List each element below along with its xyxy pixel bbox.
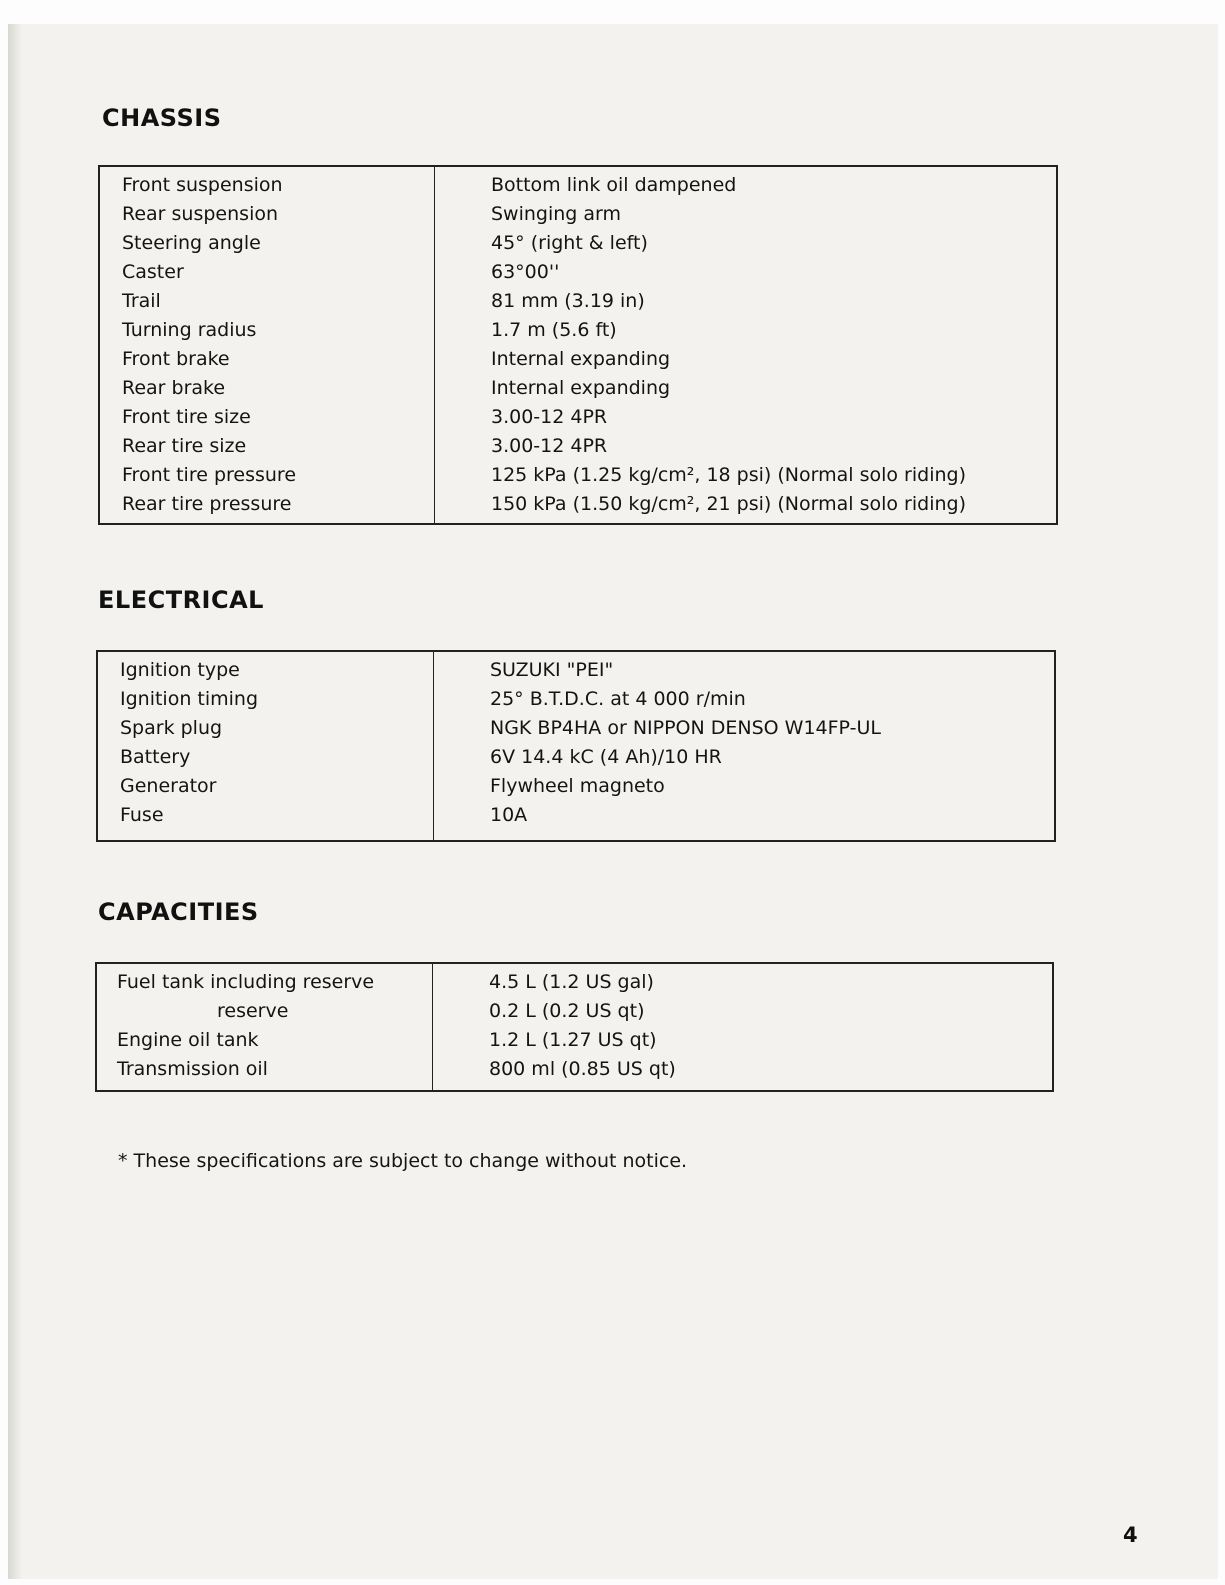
electrical-label: Generator [120,775,217,797]
chassis-heading: CHASSIS [102,104,222,132]
capacities-value-column [433,964,676,1090]
chassis-value-column [435,167,966,523]
chassis-label: Trail [122,290,161,312]
chassis-value: Internal expanding [491,377,671,399]
capacities-value: 1.2 L (1.27 US qt) [489,1029,657,1051]
electrical-label: Ignition timing [120,688,259,710]
electrical-label: Ignition type [120,659,240,681]
chassis-value: Swinging arm [491,203,622,225]
chassis-value: 3.00-12 4PR [491,406,608,428]
chassis-label: Turning radius [122,319,257,341]
capacities-label-column [97,964,433,1090]
chassis-value: 150 kPa (1.50 kg/cm², 21 psi) (Normal solo riding) [491,493,966,515]
binding-shadow [8,24,22,1579]
electrical-value: 25° B.T.D.C. at 4 000 r/min [490,688,746,710]
capacities-label: Fuel tank including reserve [117,971,375,993]
electrical-heading: ELECTRICAL [98,586,264,614]
chassis-value: 3.00-12 4PR [491,435,608,457]
chassis-label: Front tire size [122,406,251,428]
electrical-value: NGK BP4HA or NIPPON DENSO W14FP-UL [490,717,881,739]
chassis-value: Bottom link oil dampened [491,174,737,196]
electrical-value: SUZUKI "PEI" [490,659,614,681]
capacities-value: 4.5 L (1.2 US gal) [489,971,654,993]
chassis-value: 45° (right & left) [491,232,648,254]
specifications-footnote: * These specifications are subject to change without notice. [118,1150,688,1172]
electrical-value-column [434,652,881,840]
capacities-heading: CAPACITIES [98,898,259,926]
electrical-label: Fuse [120,804,164,826]
chassis-label: Rear suspension [122,203,279,225]
capacities-value: 0.2 L (0.2 US qt) [489,1000,645,1022]
electrical-value: 6V 14.4 kC (4 Ah)/10 HR [490,746,722,768]
chassis-label: Rear tire size [122,435,247,457]
chassis-label: Front brake [122,348,230,370]
chassis-label: Steering angle [122,232,261,254]
capacities-label: Transmission oil [117,1058,268,1080]
chassis-value: 1.7 m (5.6 ft) [491,319,617,341]
capacities-spec-table [95,962,1054,1092]
chassis-value: 81 mm (3.19 in) [491,290,645,312]
chassis-label: Rear tire pressure [122,493,292,515]
chassis-spec-table [98,165,1058,525]
chassis-label-column [100,167,435,523]
chassis-label: Front suspension [122,174,283,196]
chassis-label: Front tire pressure [122,464,297,486]
capacities-label: reserve [217,1000,289,1022]
chassis-value: 125 kPa (1.25 kg/cm², 18 psi) (Normal solo riding) [491,464,966,486]
chassis-label: Rear brake [122,377,226,399]
electrical-spec-table [96,650,1056,842]
chassis-value: Internal expanding [491,348,671,370]
capacities-value: 800 ml (0.85 US qt) [489,1058,676,1080]
electrical-label: Spark plug [120,717,223,739]
electrical-value: 10A [490,804,528,826]
chassis-value: 63°00'' [491,261,560,283]
page-number: 4 [1123,1523,1138,1547]
chassis-label: Caster [122,261,184,283]
electrical-label-column [98,652,434,840]
electrical-label: Battery [120,746,191,768]
capacities-label: Engine oil tank [117,1029,259,1051]
electrical-value: Flywheel magneto [490,775,665,797]
